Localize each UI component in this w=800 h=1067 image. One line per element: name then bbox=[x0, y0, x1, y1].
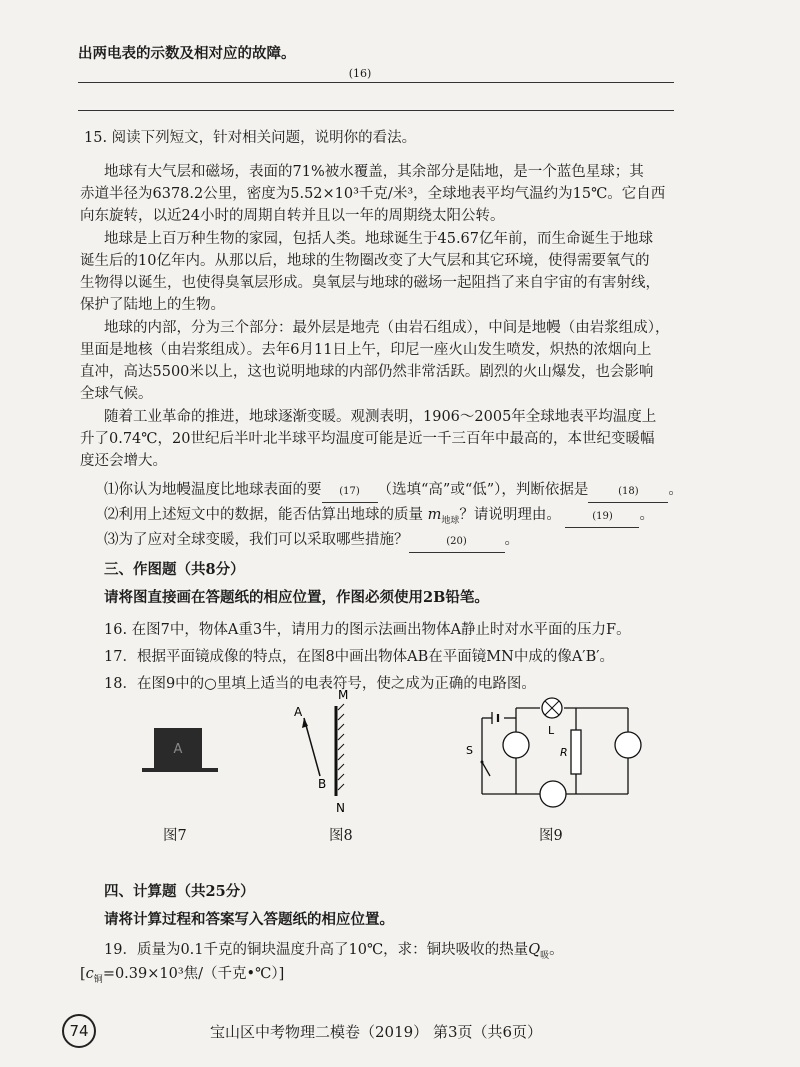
mirror-n-label: N bbox=[336, 801, 345, 815]
blank-18: (18) bbox=[588, 480, 668, 503]
q18-text: 18．在图9中的○里填上适当的电表符号，使之成为正确的电路图。 bbox=[104, 676, 536, 692]
q15-sub1: ⑴你认为地幔温度比地球表面的要 (17) （选填“高”或“低”），判断依据是 (18) 。 bbox=[104, 480, 683, 503]
figure-9 bbox=[468, 696, 648, 812]
mirror-hatching bbox=[338, 704, 344, 790]
q15-para2-l4: 保护了陆地上的生物。 bbox=[80, 297, 225, 313]
resistor-r-label: R bbox=[560, 746, 568, 759]
mirror-m-label: M bbox=[338, 688, 349, 702]
q15-para1-l3: 向东旋转，以近24小时的周期自转并且以一年的周期绕太阳公转。 bbox=[80, 208, 505, 224]
meter-circle-3 bbox=[540, 781, 566, 807]
page-number-circle: 74 bbox=[62, 1014, 96, 1048]
q15-title: 15. 阅读下列短文，针对相关问题，说明你的看法。 bbox=[84, 130, 417, 146]
blank-17: (17) bbox=[322, 480, 378, 503]
q15-para2-l3: 生物得以诞生，也使得臭氧层形成。臭氧层与地球的磁场一起阻挡了来自宇宙的有害射线， bbox=[80, 275, 660, 291]
q15-sub3: ⑶为了应对全球变暖，我们可以采取哪些措施？ (20) 。 bbox=[104, 530, 519, 553]
lamp-l bbox=[542, 698, 562, 718]
q15-para1-l1: 地球有大气层和磁场，表面的71%被水覆盖，其余部分是陆地，是一个蓝色星球；其 bbox=[104, 164, 644, 180]
battery bbox=[492, 712, 498, 724]
lamp-l-label: L bbox=[548, 724, 555, 737]
section3-instruction: 请将图直接画在答题纸的相应位置，作图必须使用2B铅笔。 bbox=[104, 589, 489, 606]
ground-surface bbox=[142, 768, 218, 772]
fig8-caption: 图8 bbox=[329, 828, 353, 844]
point-a-label: A bbox=[294, 705, 303, 719]
q15-sub2: ⑵利用上述短文中的数据，能否估算出地球的质量 $m_{地球}$？请说明理由。 (19) 。 bbox=[104, 505, 654, 531]
q15-para4-l2: 升了0.74℃，20世纪后半叶北半球平均温度可能是近一千三百年中最高的，本世纪变暖幅 bbox=[80, 431, 655, 447]
block-a-label: A bbox=[173, 742, 183, 757]
q15-para1-l2: 赤道半径为6378.2公里，密度为5.52×10³千克/米³，全球地表平均气温约为15℃。它自西 bbox=[80, 186, 666, 202]
q15-para2-l2: 诞生后的10亿年内。从那以后，地球的生物圈改变了大气层和其它环境，使得需要氧气的 bbox=[80, 253, 650, 269]
fig9-caption: 图9 bbox=[539, 828, 563, 844]
switch-s-label: S bbox=[466, 744, 473, 757]
section4-heading: 四、计算题（共25分） bbox=[104, 883, 255, 900]
q16-text: 16. 在图7中，物体A重3牛，请用力的图示法画出物体A静止时对水平面的压力F。 bbox=[104, 622, 631, 638]
q17-text: 17．根据平面镜成像的特点，在图8中画出物体AB在平面镜MN中成的像A′B′。 bbox=[104, 649, 615, 665]
blank-16-label: (16) bbox=[348, 67, 372, 80]
q19-constant: [$c_铜=0.39\times 10^3$焦/（千克•℃）] bbox=[80, 966, 285, 985]
figure-8 bbox=[292, 686, 362, 816]
q15-para3-l2: 里面是地核（由岩浆组成）。去年6月11日上午，印尼一座火山发生喷发，炽热的浓烟向上 bbox=[80, 342, 652, 358]
meter-circle-2 bbox=[615, 732, 641, 758]
fig7-caption: 图7 bbox=[163, 828, 187, 844]
top-line: 出两电表的示数及相对应的故障。 bbox=[78, 45, 296, 62]
meter-circle-1 bbox=[503, 732, 529, 758]
answer-line-2 bbox=[78, 110, 674, 111]
answer-line-1 bbox=[78, 82, 674, 83]
object-ab bbox=[304, 718, 320, 776]
q15-para4-l3: 度还会增大。 bbox=[80, 453, 167, 469]
section4-instruction: 请将计算过程和答案写入答题纸的相应位置。 bbox=[104, 911, 394, 928]
blank-20: (20) bbox=[409, 530, 505, 553]
point-b-label: B bbox=[318, 777, 327, 791]
resistor-r bbox=[571, 730, 581, 774]
q15-para3-l4: 全球气候。 bbox=[80, 386, 153, 402]
q19-text: 19．质量为0.1千克的铜块温度升高了10℃，求：铜块吸收的热量$Q_吸$。 bbox=[104, 942, 564, 961]
blank-19: (19) bbox=[565, 505, 639, 528]
section3-heading: 三、作图题（共8分） bbox=[104, 561, 245, 578]
footer-text: 宝山区中考物理二模卷（2019） 第3页（共6页） bbox=[210, 1023, 543, 1041]
figure-7 bbox=[130, 718, 230, 778]
q15-para4-l1: 随着工业革命的推进，地球逐渐变暖。观测表明，1906～2005年全球地表平均温度上 bbox=[104, 409, 657, 425]
q15-para3-l3: 直冲，高达5500米以上，这也说明地球的内部仍然非常活跃。剧烈的火山爆发，也会影响 bbox=[80, 364, 654, 380]
q15-para2-l1: 地球是上百万种生物的家园，包括人类。地球诞生于45.67亿年前，而生命诞生于地球 bbox=[104, 231, 654, 247]
q15-para3-l1: 地球的内部，分为三个部分：最外层是地壳（由岩石组成），中间是地幔（由岩浆组成）， bbox=[104, 320, 670, 336]
